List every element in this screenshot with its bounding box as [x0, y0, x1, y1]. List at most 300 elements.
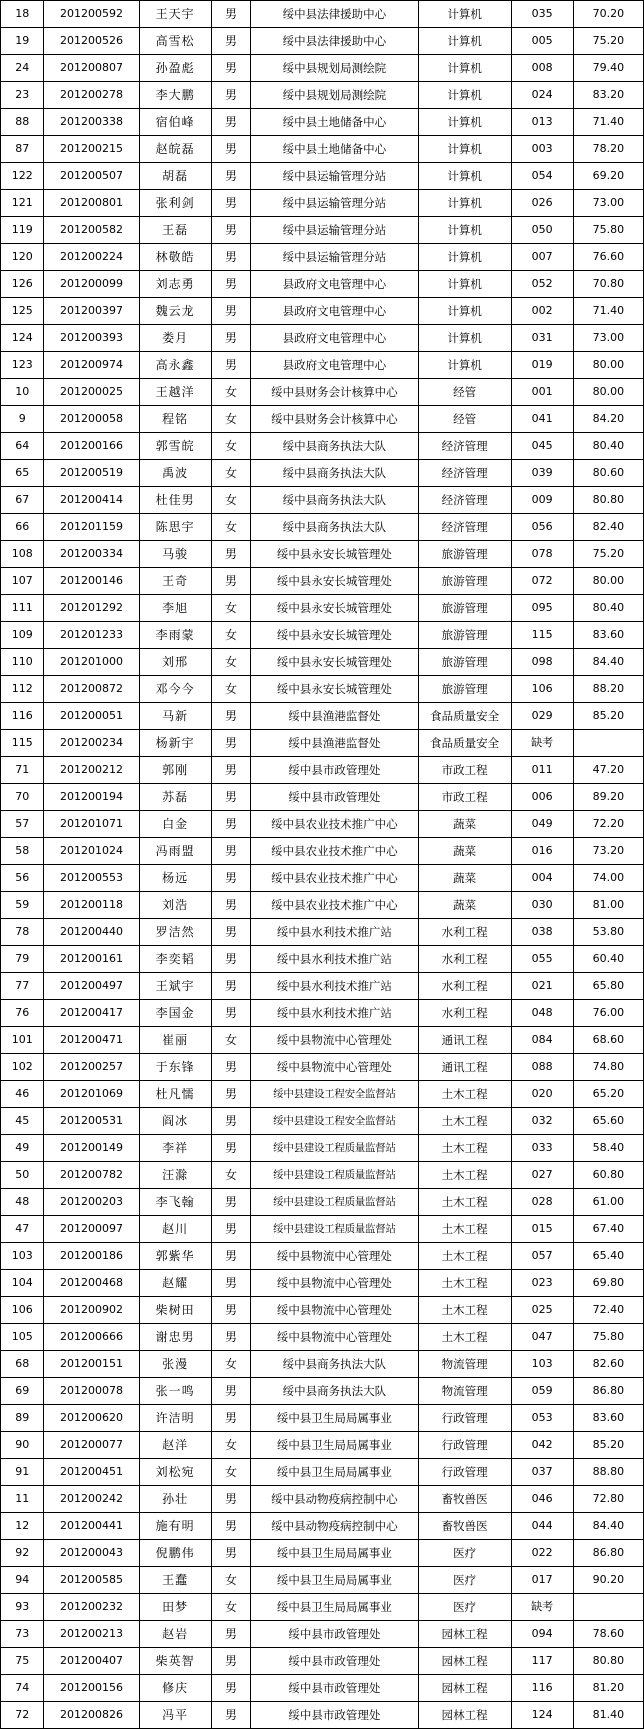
row-name: 柴树田	[139, 1297, 211, 1324]
row-gender: 男	[211, 1405, 250, 1432]
row-exam-id: 201200232	[44, 1594, 139, 1621]
row-position: 旅游管理	[418, 622, 511, 649]
row-unit: 绥中县市政管理处	[251, 784, 418, 811]
row-gender: 男	[211, 1648, 250, 1675]
row-score: 65.40	[573, 1243, 643, 1270]
row-name: 马骏	[139, 541, 211, 568]
row-score: 53.80	[573, 919, 643, 946]
row-gender: 男	[211, 1486, 250, 1513]
table-row	[1, 1540, 644, 1567]
row-score: 80.00	[573, 379, 643, 406]
table-row	[1, 1432, 644, 1459]
row-score: 88.20	[573, 676, 643, 703]
row-position: 园林工程	[418, 1702, 511, 1729]
row-position: 土木工程	[418, 1081, 511, 1108]
row-gender: 男	[211, 298, 250, 325]
row-name: 刘松宛	[139, 1459, 211, 1486]
row-score: 72.20	[573, 811, 643, 838]
row-gender: 男	[211, 325, 250, 352]
row-seq: 77	[1, 973, 44, 1000]
table-row	[1, 946, 644, 973]
row-position: 市政工程	[418, 784, 511, 811]
table-row	[1, 892, 644, 919]
table-row	[1, 1675, 644, 1702]
row-unit: 绥中县物流中心管理处	[251, 1324, 418, 1351]
table-row	[1, 757, 644, 784]
row-position: 旅游管理	[418, 649, 511, 676]
row-exam-id: 201200801	[44, 190, 139, 217]
row-position-code: 033	[511, 1135, 573, 1162]
row-seq: 59	[1, 892, 44, 919]
row-position: 计算机	[418, 271, 511, 298]
row-seq: 65	[1, 460, 44, 487]
row-gender: 男	[211, 973, 250, 1000]
row-position: 旅游管理	[418, 568, 511, 595]
row-exam-id: 201200257	[44, 1054, 139, 1081]
row-exam-id: 201200234	[44, 730, 139, 757]
row-unit: 绥中县规划局测绘院	[251, 55, 418, 82]
row-position-code: 072	[511, 568, 573, 595]
row-unit: 绥中县农业技术推广中心	[251, 892, 418, 919]
row-gender: 男	[211, 838, 250, 865]
row-name: 刘浩	[139, 892, 211, 919]
row-name: 汪滁	[139, 1162, 211, 1189]
row-position: 经管	[418, 379, 511, 406]
row-name: 娄月	[139, 325, 211, 352]
table-row	[1, 1108, 644, 1135]
row-gender: 男	[211, 703, 250, 730]
row-name: 胡磊	[139, 163, 211, 190]
row-gender: 男	[211, 163, 250, 190]
row-exam-id: 201200582	[44, 217, 139, 244]
row-position: 医疗	[418, 1594, 511, 1621]
row-unit: 绥中县建设工程质量监督站	[251, 1189, 418, 1216]
row-gender: 男	[211, 1243, 250, 1270]
row-gender: 男	[211, 1324, 250, 1351]
row-exam-id: 201200097	[44, 1216, 139, 1243]
row-seq: 103	[1, 1243, 44, 1270]
row-unit: 绥中县农业技术推广中心	[251, 838, 418, 865]
row-position-code: 042	[511, 1432, 573, 1459]
row-gender: 男	[211, 1, 250, 28]
row-seq: 120	[1, 244, 44, 271]
row-seq: 23	[1, 82, 44, 109]
row-position-code: 030	[511, 892, 573, 919]
row-unit: 绥中县运输管理分站	[251, 190, 418, 217]
row-name: 许洁明	[139, 1405, 211, 1432]
row-seq: 12	[1, 1513, 44, 1540]
row-score: 81.40	[573, 1702, 643, 1729]
row-position-code: 088	[511, 1054, 573, 1081]
row-score: 79.40	[573, 55, 643, 82]
table-row	[1, 1, 644, 28]
row-unit: 绥中县永安长城管理处	[251, 568, 418, 595]
table-row	[1, 838, 644, 865]
row-position: 计算机	[418, 136, 511, 163]
row-name: 田梦	[139, 1594, 211, 1621]
row-position-code: 106	[511, 676, 573, 703]
row-gender: 男	[211, 865, 250, 892]
row-unit: 绥中县市政管理处	[251, 757, 418, 784]
results-table-body	[1, 1, 644, 1729]
row-position: 土木工程	[418, 1216, 511, 1243]
row-exam-id: 201200077	[44, 1432, 139, 1459]
row-position-code: 007	[511, 244, 573, 271]
row-seq: 71	[1, 757, 44, 784]
row-position: 计算机	[418, 352, 511, 379]
table-row	[1, 1405, 644, 1432]
row-name: 王磊	[139, 217, 211, 244]
row-score: 80.40	[573, 595, 643, 622]
row-gender: 男	[211, 892, 250, 919]
row-exam-id: 201200407	[44, 1648, 139, 1675]
row-seq: 64	[1, 433, 44, 460]
row-exam-id: 201200161	[44, 946, 139, 973]
row-name: 李旭	[139, 595, 211, 622]
row-exam-id: 201200974	[44, 352, 139, 379]
row-seq: 94	[1, 1567, 44, 1594]
row-unit: 绥中县运输管理分站	[251, 217, 418, 244]
row-seq: 10	[1, 379, 44, 406]
row-gender: 女	[211, 1351, 250, 1378]
row-seq: 68	[1, 1351, 44, 1378]
row-name: 马新	[139, 703, 211, 730]
row-name: 于东锋	[139, 1054, 211, 1081]
row-unit: 绥中县农业技术推广中心	[251, 811, 418, 838]
row-score: 86.80	[573, 1540, 643, 1567]
row-position: 物流管理	[418, 1351, 511, 1378]
row-name: 崔丽	[139, 1027, 211, 1054]
row-gender: 男	[211, 1513, 250, 1540]
table-row	[1, 1243, 644, 1270]
row-unit: 绥中县卫生局局属事业	[251, 1540, 418, 1567]
row-seq: 18	[1, 1, 44, 28]
row-seq: 19	[1, 28, 44, 55]
row-position-code: 008	[511, 55, 573, 82]
row-seq: 74	[1, 1675, 44, 1702]
table-row	[1, 136, 644, 163]
row-seq: 9	[1, 406, 44, 433]
row-exam-id: 201200118	[44, 892, 139, 919]
row-position-code: 098	[511, 649, 573, 676]
table-row	[1, 784, 644, 811]
row-score: 83.20	[573, 82, 643, 109]
row-seq: 121	[1, 190, 44, 217]
row-position-code: 039	[511, 460, 573, 487]
row-position-code: 037	[511, 1459, 573, 1486]
row-unit: 绥中县商务执法大队	[251, 487, 418, 514]
row-position: 经济管理	[418, 487, 511, 514]
row-unit: 县政府文电管理中心	[251, 325, 418, 352]
table-row	[1, 703, 644, 730]
row-position-code: 017	[511, 1567, 573, 1594]
row-position: 计算机	[418, 82, 511, 109]
row-position: 行政管理	[418, 1405, 511, 1432]
row-exam-id: 201201233	[44, 622, 139, 649]
table-row	[1, 1216, 644, 1243]
row-unit: 绥中县渔港监督处	[251, 730, 418, 757]
row-score: 84.40	[573, 649, 643, 676]
row-score: 65.60	[573, 1108, 643, 1135]
row-score: 80.80	[573, 1648, 643, 1675]
row-name: 杨远	[139, 865, 211, 892]
row-seq: 91	[1, 1459, 44, 1486]
row-score: 85.20	[573, 1432, 643, 1459]
row-position-code: 缺考	[511, 730, 573, 757]
row-name: 赵耀	[139, 1270, 211, 1297]
row-position: 计算机	[418, 190, 511, 217]
row-score: 75.80	[573, 1324, 643, 1351]
row-name: 程铭	[139, 406, 211, 433]
row-position: 土木工程	[418, 1270, 511, 1297]
row-position: 计算机	[418, 109, 511, 136]
row-score: 80.80	[573, 487, 643, 514]
row-score: 74.80	[573, 1054, 643, 1081]
table-row	[1, 649, 644, 676]
row-unit: 县政府文电管理中心	[251, 298, 418, 325]
row-unit: 绥中县商务执法大队	[251, 514, 418, 541]
row-position: 土木工程	[418, 1189, 511, 1216]
row-gender: 男	[211, 109, 250, 136]
row-name: 赵洋	[139, 1432, 211, 1459]
row-position-code: 054	[511, 163, 573, 190]
row-exam-id: 201200440	[44, 919, 139, 946]
row-unit: 绥中县建设工程质量监督站	[251, 1135, 418, 1162]
table-row	[1, 82, 644, 109]
row-score: 73.00	[573, 325, 643, 352]
row-unit: 绥中县市政管理处	[251, 1702, 418, 1729]
row-gender: 女	[211, 595, 250, 622]
row-gender: 女	[211, 1594, 250, 1621]
row-position: 计算机	[418, 217, 511, 244]
row-name: 张漫	[139, 1351, 211, 1378]
table-row	[1, 622, 644, 649]
row-score: 80.40	[573, 433, 643, 460]
row-seq: 93	[1, 1594, 44, 1621]
table-row	[1, 1567, 644, 1594]
row-unit: 绥中县市政管理处	[251, 1621, 418, 1648]
row-unit: 绥中县卫生局局属事业	[251, 1405, 418, 1432]
row-unit: 绥中县动物疫病控制中心	[251, 1513, 418, 1540]
row-position: 蔬菜	[418, 838, 511, 865]
row-score: 72.40	[573, 1297, 643, 1324]
row-name: 刘邢	[139, 649, 211, 676]
row-unit: 绥中县土地储备中心	[251, 136, 418, 163]
row-position-code: 050	[511, 217, 573, 244]
row-gender: 女	[211, 460, 250, 487]
row-seq: 126	[1, 271, 44, 298]
table-row	[1, 1648, 644, 1675]
row-exam-id: 201200620	[44, 1405, 139, 1432]
row-score: 90.20	[573, 1567, 643, 1594]
row-seq: 58	[1, 838, 44, 865]
row-seq: 111	[1, 595, 44, 622]
table-row	[1, 217, 644, 244]
row-name: 王天宇	[139, 1, 211, 28]
row-exam-id: 201201024	[44, 838, 139, 865]
table-row	[1, 595, 644, 622]
row-gender: 男	[211, 1081, 250, 1108]
table-row	[1, 1702, 644, 1729]
row-unit: 绥中县农业技术推广中心	[251, 865, 418, 892]
row-score: 81.20	[573, 1675, 643, 1702]
row-position-code: 022	[511, 1540, 573, 1567]
row-unit: 绥中县永安长城管理处	[251, 622, 418, 649]
row-position: 经济管理	[418, 460, 511, 487]
row-position-code: 048	[511, 1000, 573, 1027]
row-gender: 男	[211, 568, 250, 595]
row-score: 69.20	[573, 163, 643, 190]
table-row	[1, 1189, 644, 1216]
row-unit: 绥中县法律援助中心	[251, 28, 418, 55]
row-exam-id: 201201159	[44, 514, 139, 541]
row-exam-id: 201200451	[44, 1459, 139, 1486]
row-position-code: 缺考	[511, 1594, 573, 1621]
row-seq: 66	[1, 514, 44, 541]
row-unit: 绥中县商务执法大队	[251, 1378, 418, 1405]
row-exam-id: 201201000	[44, 649, 139, 676]
row-unit: 绥中县商务执法大队	[251, 460, 418, 487]
row-score: 68.60	[573, 1027, 643, 1054]
row-position-code: 032	[511, 1108, 573, 1135]
row-exam-id: 201200397	[44, 298, 139, 325]
row-name: 苏磊	[139, 784, 211, 811]
row-position: 水利工程	[418, 946, 511, 973]
row-position-code: 027	[511, 1162, 573, 1189]
row-gender: 男	[211, 271, 250, 298]
row-exam-id: 201200585	[44, 1567, 139, 1594]
row-name: 倪鹏伟	[139, 1540, 211, 1567]
row-exam-id: 201200224	[44, 244, 139, 271]
row-exam-id: 201200025	[44, 379, 139, 406]
row-name: 李大鹏	[139, 82, 211, 109]
row-name: 宿伯峰	[139, 109, 211, 136]
row-position-code: 019	[511, 352, 573, 379]
row-position-code: 117	[511, 1648, 573, 1675]
row-position: 旅游管理	[418, 595, 511, 622]
row-seq: 56	[1, 865, 44, 892]
row-unit: 绥中县商务执法大队	[251, 1351, 418, 1378]
row-score: 83.60	[573, 1405, 643, 1432]
row-unit: 绥中县建设工程质量监督站	[251, 1162, 418, 1189]
row-position-code: 041	[511, 406, 573, 433]
row-exam-id: 201200902	[44, 1297, 139, 1324]
table-row	[1, 271, 644, 298]
row-score: 82.40	[573, 514, 643, 541]
row-seq: 11	[1, 1486, 44, 1513]
row-unit: 绥中县永安长城管理处	[251, 595, 418, 622]
row-unit: 绥中县永安长城管理处	[251, 676, 418, 703]
row-unit: 绥中县水利技术推广站	[251, 1000, 418, 1027]
row-exam-id: 201200149	[44, 1135, 139, 1162]
table-row	[1, 973, 644, 1000]
row-seq: 69	[1, 1378, 44, 1405]
row-score: 47.20	[573, 757, 643, 784]
row-position-code: 026	[511, 190, 573, 217]
row-gender: 女	[211, 1459, 250, 1486]
row-position: 畜牧兽医	[418, 1513, 511, 1540]
row-exam-id: 201200807	[44, 55, 139, 82]
row-exam-id: 201200782	[44, 1162, 139, 1189]
row-name: 林敬皓	[139, 244, 211, 271]
row-name: 张一鸣	[139, 1378, 211, 1405]
row-gender: 女	[211, 433, 250, 460]
row-seq: 48	[1, 1189, 44, 1216]
row-position-code: 044	[511, 1513, 573, 1540]
row-position-code: 009	[511, 487, 573, 514]
row-unit: 绥中县土地储备中心	[251, 109, 418, 136]
row-exam-id: 201200417	[44, 1000, 139, 1027]
row-name: 赵川	[139, 1216, 211, 1243]
table-row	[1, 325, 644, 352]
row-unit: 绥中县财务会计核算中心	[251, 406, 418, 433]
row-position-code: 084	[511, 1027, 573, 1054]
row-score: 78.60	[573, 1621, 643, 1648]
row-gender: 男	[211, 1270, 250, 1297]
row-position: 行政管理	[418, 1432, 511, 1459]
row-exam-id: 201200553	[44, 865, 139, 892]
row-exam-id: 201200156	[44, 1675, 139, 1702]
table-row	[1, 28, 644, 55]
table-row	[1, 811, 644, 838]
row-exam-id: 201200338	[44, 109, 139, 136]
row-seq: 47	[1, 1216, 44, 1243]
row-score: 85.20	[573, 703, 643, 730]
row-score: 76.60	[573, 244, 643, 271]
table-row	[1, 919, 644, 946]
row-seq: 104	[1, 1270, 44, 1297]
row-exam-id: 201200497	[44, 973, 139, 1000]
row-unit: 绥中县规划局测绘院	[251, 82, 418, 109]
row-name: 白金	[139, 811, 211, 838]
row-position-code: 116	[511, 1675, 573, 1702]
row-name: 杨新宇	[139, 730, 211, 757]
row-score	[573, 1594, 643, 1621]
row-seq: 122	[1, 163, 44, 190]
row-seq: 46	[1, 1081, 44, 1108]
row-exam-id: 201200519	[44, 460, 139, 487]
table-row	[1, 1621, 644, 1648]
row-seq: 57	[1, 811, 44, 838]
row-seq: 109	[1, 622, 44, 649]
row-score: 67.40	[573, 1216, 643, 1243]
row-position-code: 004	[511, 865, 573, 892]
row-position: 物流管理	[418, 1378, 511, 1405]
row-position: 土木工程	[418, 1162, 511, 1189]
table-row	[1, 676, 644, 703]
row-exam-id: 201200151	[44, 1351, 139, 1378]
row-position-code: 024	[511, 82, 573, 109]
row-name: 李飞翰	[139, 1189, 211, 1216]
row-score: 65.20	[573, 1081, 643, 1108]
row-exam-id: 201200194	[44, 784, 139, 811]
table-row	[1, 1513, 644, 1540]
row-name: 冯雨盟	[139, 838, 211, 865]
row-unit: 绥中县水利技术推广站	[251, 973, 418, 1000]
row-position: 水利工程	[418, 1000, 511, 1027]
row-seq: 105	[1, 1324, 44, 1351]
row-unit: 绥中县物流中心管理处	[251, 1243, 418, 1270]
table-row	[1, 298, 644, 325]
row-exam-id: 201200212	[44, 757, 139, 784]
row-score: 81.00	[573, 892, 643, 919]
row-score: 84.20	[573, 406, 643, 433]
row-score: 58.40	[573, 1135, 643, 1162]
row-position: 土木工程	[418, 1108, 511, 1135]
row-position: 土木工程	[418, 1324, 511, 1351]
row-seq: 87	[1, 136, 44, 163]
row-position: 医疗	[418, 1567, 511, 1594]
